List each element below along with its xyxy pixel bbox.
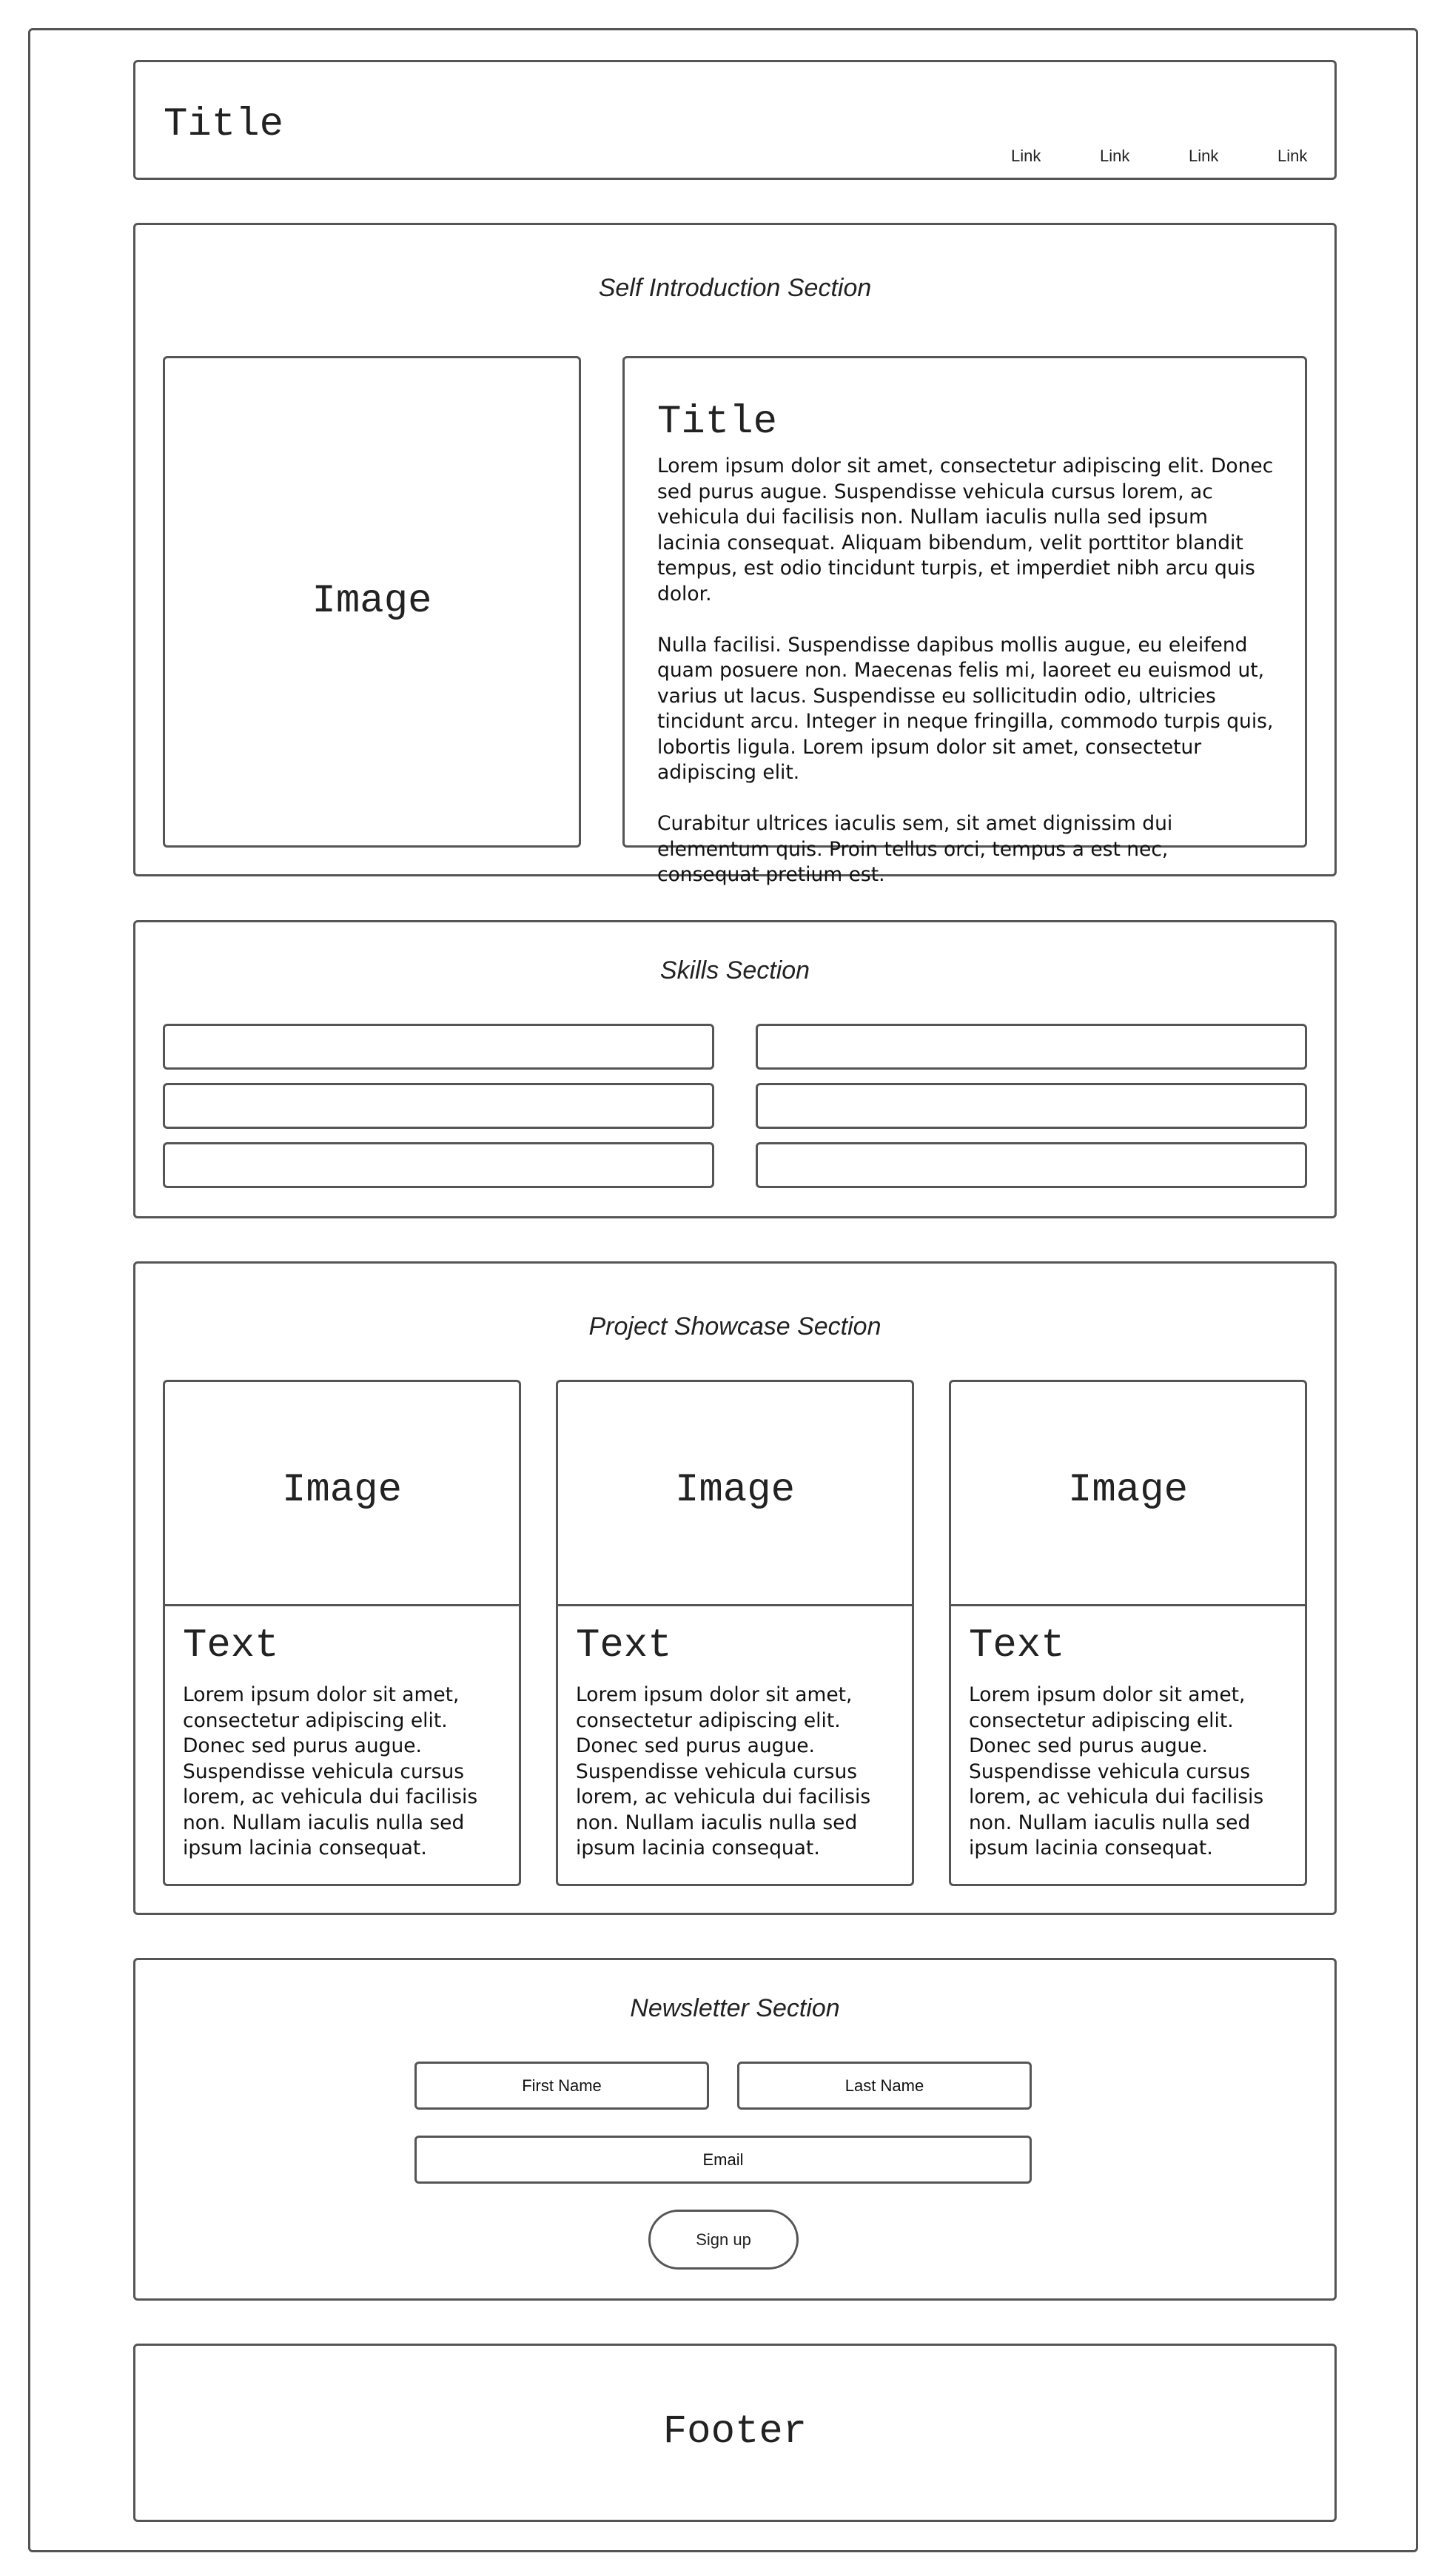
nav-link-3[interactable]: Link: [1189, 147, 1219, 165]
skill-bar-2: [756, 1024, 1307, 1070]
intro-text-card: [622, 356, 1307, 886]
nav-link-2[interactable]: Link: [1100, 147, 1130, 165]
project-card-1-image-label: Image: [281, 1468, 403, 1513]
project-card-1-title: Text: [183, 1623, 279, 1668]
footer-label: Footer: [662, 2409, 807, 2455]
project-card-1-body: Lorem ipsum dolor sit amet, consectetur adipiscing elit. Donec sed purus augue. Suspendisse vehicula cursus lorem, ac vehicula dui facilisis non. Nullam iaculis nulla sed ipsum lacinia consequat.: [183, 1683, 478, 1859]
email-field[interactable]: [414, 2136, 1032, 2184]
project-card-3-title: Text: [969, 1623, 1065, 1668]
skills-section: [133, 920, 1337, 1218]
nav-link-1[interactable]: Link: [1011, 147, 1041, 165]
intro-body: [657, 454, 1275, 913]
skill-bar-6: [756, 1142, 1307, 1188]
project-card-3: [949, 1380, 1307, 1886]
skills-section-title: Skills Section: [659, 956, 810, 985]
newsletter-section: [133, 1958, 1337, 2301]
intro-section-title: Self Introduction Section: [598, 274, 872, 302]
newsletter-section-title: Newsletter Section: [630, 1994, 840, 2022]
project-card-2-image-label: Image: [674, 1468, 796, 1513]
nav-link-4[interactable]: Link: [1277, 147, 1308, 165]
intro-image-placeholder: [163, 356, 581, 848]
skill-bar-3: [163, 1083, 714, 1129]
project-card-2: [556, 1380, 914, 1886]
intro-paragraph-1: Lorem ipsum dolor sit amet, consectetur adipiscing elit. Donec sed purus augue. Suspendisse vehicula cursus lorem, ac vehicula dui facilisis non. Nullam iaculis nulla sed ipsum lacinia consequat. Aliquam bibendum, velit porttitor blandit tempus, est odio tincidunt turpis, et imperdiet nibh arcu quis dolor.: [657, 455, 1274, 606]
site-title: Title: [164, 102, 284, 147]
project-card-2-title: Text: [576, 1623, 672, 1668]
project-card-2-image: [558, 1382, 912, 1606]
last-name-field[interactable]: [737, 2062, 1032, 2110]
projects-section: [133, 1261, 1337, 1915]
page-frame: [28, 28, 1418, 2552]
projects-section-title: Project Showcase Section: [588, 1312, 881, 1341]
skill-bar-5: [163, 1142, 714, 1188]
intro-paragraph-2: Nulla facilisi. Suspendisse dapibus mollis augue, eu eleifend quam posuere non. Maecenas felis mi, laoreet eu euismod ut, varius ut lacus. Suspendisse eu sollicitudin odio, ultricies tincidunt arcu. Integer in neque fringilla, commodo turpis quis, lobortis ligula. Lorem ipsum dolor sit amet, consectetur adipiscing elit.: [657, 633, 1274, 784]
project-card-3-body: Lorem ipsum dolor sit amet, consectetur adipiscing elit. Donec sed purus augue. Suspendisse vehicula cursus lorem, ac vehicula dui facilisis non. Nullam iaculis nulla sed ipsum lacinia consequat.: [969, 1683, 1264, 1859]
project-card-1-image: [165, 1382, 519, 1606]
signup-button[interactable]: Sign up: [648, 2210, 799, 2270]
project-card-2-body: Lorem ipsum dolor sit amet, consectetur adipiscing elit. Donec sed purus augue. Suspendisse vehicula cursus lorem, ac vehicula dui facilisis non. Nullam iaculis nulla sed ipsum lacinia consequat.: [576, 1683, 871, 1859]
skill-bar-4: [756, 1083, 1307, 1129]
intro-title: Title: [657, 400, 778, 445]
intro-image-label: Image: [312, 579, 432, 624]
first-name-field[interactable]: [414, 2062, 709, 2110]
intro-paragraph-3: Curabitur ultrices iaculis sem, sit amet dignissim dui elementum quis. Proin tellus orci, tempus a est nec, consequat pretium est.: [657, 812, 1173, 886]
footer: [133, 2344, 1337, 2522]
skill-bar-1: [163, 1024, 714, 1070]
project-card-1: [163, 1380, 521, 1886]
intro-section: [133, 223, 1337, 886]
project-card-3-image: [951, 1382, 1305, 1606]
header: [133, 60, 1337, 180]
project-card-3-image-label: Image: [1067, 1468, 1189, 1513]
